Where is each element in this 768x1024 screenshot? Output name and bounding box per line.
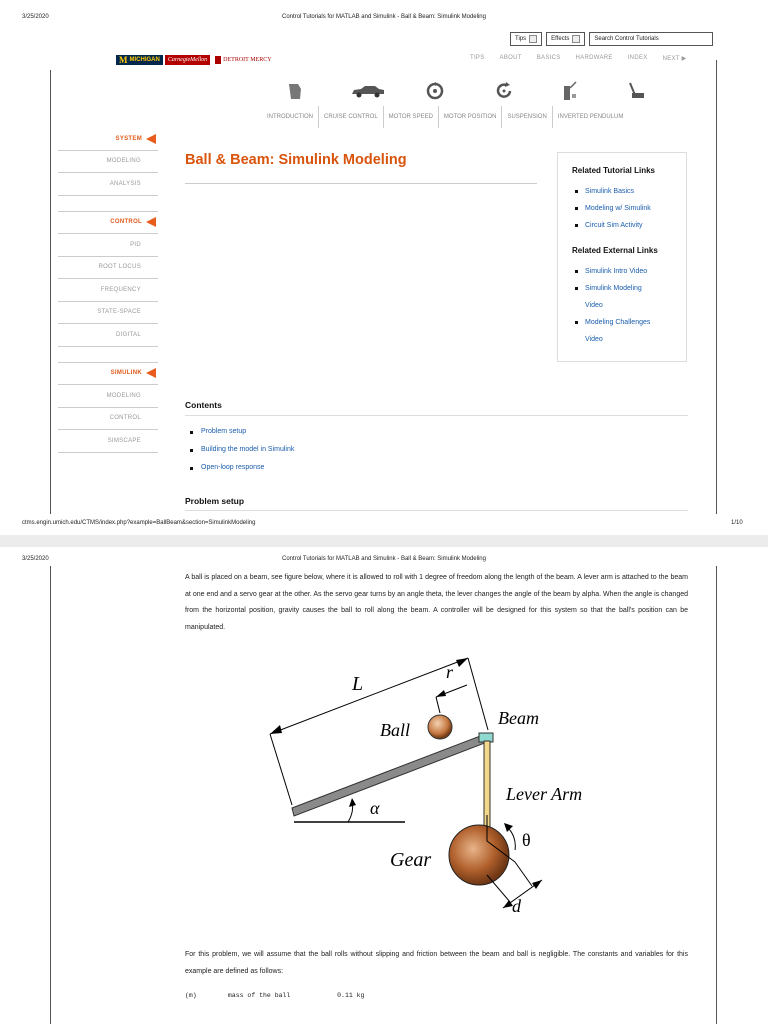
bullet-icon	[575, 190, 578, 193]
ball-shape	[428, 715, 452, 739]
label-alpha: α	[370, 798, 380, 818]
print-page-number: 1/10	[731, 520, 743, 526]
constant-symbol: (m)	[185, 992, 197, 999]
sidebar-item-frequency[interactable]: FREQUENCY	[58, 279, 158, 302]
search-placeholder: Search Control Tutorials	[594, 36, 659, 42]
sidebar-item-root-locus[interactable]: ROOT LOCUS	[58, 257, 158, 280]
label-L: L	[352, 673, 364, 695]
list-item[interactable]	[572, 183, 686, 200]
intro-paragraph: A ball is placed on a beam, see figure below, where it is allowed to roll with 1 degree of freedom along the length of the beam. A lever arm is attached to the beam at one end and a servo gear at the other. As the servo gear turns by an angle theta, the lever changes the angle of the beam by alpha. When the angle is changed from the horizontal position, gravity causes the ball to roll along the beam. A controller will be designed for this system so that the ball's position can be manipulated.	[185, 574, 688, 631]
sidebar-item-digital[interactable]: DIGITAL	[58, 324, 158, 347]
extension-line	[270, 734, 292, 805]
nav-hardware[interactable]: HARDWARE	[575, 55, 613, 61]
list-item[interactable]	[190, 441, 294, 459]
sidebar-head-simulink[interactable]	[58, 363, 158, 386]
bullet-icon	[575, 270, 578, 273]
cat-inverted-pendulum[interactable]: INVERTED PENDULUM	[557, 114, 624, 120]
frame-right-border	[716, 566, 717, 1024]
cmu-logo[interactable]: CarnegieMellon	[165, 55, 210, 65]
contents-divider	[185, 415, 688, 416]
list-item[interactable]	[572, 200, 686, 217]
frame-right-border	[716, 60, 717, 514]
arrow-head-icon	[270, 725, 282, 734]
sidebar-item-sim-control[interactable]: CONTROL	[58, 408, 158, 431]
page-break	[0, 535, 768, 547]
list-item[interactable]	[572, 280, 686, 314]
contents-heading: Contents	[185, 400, 222, 410]
toc-problem-setup[interactable]: Problem setup	[201, 428, 247, 435]
sidebar-divider	[58, 347, 158, 363]
related-link-circuit-sim[interactable]: Circuit Sim Activity	[585, 222, 643, 229]
gear-shape	[449, 825, 509, 885]
print-date: 3/25/2020	[22, 556, 49, 562]
arrow-head-icon	[349, 798, 356, 807]
print-url: ctms.engin.umich.edu/CTMS/index.php?example=BallBeam&section=SimulinkModeling	[22, 520, 256, 526]
list-item[interactable]	[572, 217, 686, 234]
toc-open-loop[interactable]: Open-loop response	[201, 464, 265, 471]
bullet-icon	[575, 224, 578, 227]
sidebar	[58, 128, 158, 453]
nav-index[interactable]: INDEX	[627, 55, 648, 61]
constant-description: mass of the ball	[227, 992, 291, 999]
constant-row	[185, 992, 364, 999]
title-divider	[185, 183, 537, 184]
constant-value: 0.11 kg	[337, 992, 365, 999]
related-external-heading: Related External Links	[572, 246, 658, 255]
list-item[interactable]	[572, 314, 686, 348]
motor-position-icon[interactable]	[484, 78, 524, 104]
udm-logo-text: DETROIT MERCY	[223, 57, 272, 63]
related-links-box	[557, 152, 687, 362]
sidebar-item-state-space[interactable]: STATE-SPACE	[58, 302, 158, 325]
related-link-modeling-simulink[interactable]: Modeling w/ Simulink	[585, 205, 651, 212]
ball-beam-diagram	[260, 640, 640, 945]
bullet-icon	[575, 321, 578, 324]
label-theta: θ	[522, 830, 531, 850]
suspension-icon[interactable]	[550, 78, 590, 104]
michigan-logo-text: MICHIGAN	[129, 57, 160, 63]
michigan-logo[interactable]	[116, 55, 163, 65]
extension-line	[515, 862, 532, 886]
category-nav	[262, 106, 628, 128]
bullet-icon	[575, 207, 578, 210]
problem-setup-heading: Problem setup	[185, 496, 245, 506]
effects-label: Effects	[551, 36, 570, 42]
related-tutorial-list	[572, 183, 686, 234]
external-link-intro-video[interactable]: Simulink Intro Video	[585, 268, 648, 275]
effects-checkbox[interactable]	[572, 35, 580, 43]
related-external-list	[572, 263, 686, 348]
sidebar-head-control-label: CONTROL	[110, 219, 142, 226]
nav-tips[interactable]: TIPS	[470, 55, 485, 61]
search-input[interactable]	[589, 32, 713, 46]
link-text: Simulink Modeling	[585, 285, 642, 292]
arrow-head-icon	[504, 823, 513, 832]
tips-label: Tips	[515, 36, 527, 42]
label-gear: Gear	[390, 849, 432, 871]
print-title: Control Tutorials for MATLAB and Simulink - Ball & Beam: Simulink Modeling	[282, 556, 486, 562]
udm-logo[interactable]	[212, 55, 274, 65]
sidebar-item-simscape[interactable]: SIMSCAPE	[58, 430, 158, 453]
label-r: r	[446, 662, 454, 682]
ball-beam-svg	[260, 640, 640, 940]
bullet-icon	[575, 287, 578, 290]
nav-next[interactable]: NEXT ▶	[662, 56, 687, 62]
sidebar-head-control[interactable]	[58, 212, 158, 235]
problem-setup-divider	[185, 510, 688, 511]
frame-left-border	[50, 566, 51, 1024]
assumption-paragraph: For this problem, we will assume that the ball rolls without slipping and friction between the beam and ball is negligible. The constants and variables for this example are defined as follows:	[185, 951, 688, 975]
sidebar-item-pid[interactable]: PID	[58, 234, 158, 257]
sidebar-divider	[58, 196, 158, 212]
arrow-head-icon	[456, 658, 468, 667]
toolbar	[510, 32, 713, 46]
bullet-icon	[190, 449, 193, 452]
label-beam: Beam	[498, 708, 539, 728]
top-nav	[470, 55, 687, 62]
arrow-left-icon	[146, 134, 156, 144]
cat-introduction[interactable]: INTRODUCTION	[262, 106, 319, 128]
external-link-modeling-video-line1	[585, 280, 671, 297]
cat-suspension[interactable]: SUSPENSION	[502, 106, 552, 128]
cat-motor-position[interactable]: MOTOR POSITION	[439, 106, 503, 128]
sidebar-head-simulink-label: SIMULINK	[110, 370, 142, 377]
list-item[interactable]	[572, 263, 686, 280]
university-logos	[116, 55, 275, 65]
link-text: Modeling Challenges	[585, 319, 651, 326]
arrow-left-icon	[146, 368, 156, 378]
external-link-challenges-video[interactable]	[585, 314, 671, 348]
extension-line	[436, 697, 440, 713]
print-date: 3/25/2020	[22, 14, 49, 20]
tips-checkbox[interactable]	[529, 35, 537, 43]
list-item[interactable]	[190, 423, 294, 441]
sidebar-head-system-label: SYSTEM	[115, 135, 142, 142]
inverted-pendulum-icon[interactable]	[615, 78, 655, 104]
introduction-icon[interactable]	[275, 78, 315, 104]
label-ball: Ball	[380, 720, 410, 740]
link-text-line2: Video	[585, 336, 603, 343]
arrow-head-icon	[532, 880, 542, 889]
udm-shield-icon	[215, 56, 221, 64]
arrow-left-icon	[146, 217, 156, 227]
effects-toggle[interactable]	[546, 32, 585, 46]
list-item[interactable]	[190, 459, 294, 477]
print-title: Control Tutorials for MATLAB and Simulink - Ball & Beam: Simulink Modeling	[282, 14, 486, 20]
link-text-line2: Video	[585, 302, 603, 309]
sidebar-head-system[interactable]	[58, 128, 158, 151]
sidebar-item-modeling[interactable]: MODELING	[58, 151, 158, 174]
sidebar-item-sim-modeling[interactable]: MODELING	[58, 385, 158, 408]
sidebar-item-analysis[interactable]: ANALYSIS	[58, 173, 158, 196]
related-tutorial-heading: Related Tutorial Links	[572, 166, 655, 175]
nav-basics[interactable]: BASICS	[536, 55, 561, 61]
arrow-head-icon	[436, 690, 446, 697]
related-link-simulink-basics[interactable]: Simulink Basics	[585, 188, 635, 195]
cruise-control-icon[interactable]	[348, 78, 388, 104]
extension-line	[468, 658, 488, 730]
contents-list	[190, 423, 294, 477]
frame-left-border	[50, 70, 51, 514]
michigan-logo-mark: M	[119, 55, 128, 65]
tips-toggle[interactable]	[510, 32, 542, 46]
label-lever-arm: Lever Arm	[506, 784, 583, 804]
page-title: Ball & Beam: Simulink Modeling	[185, 152, 407, 168]
cat-motor-speed[interactable]: MOTOR SPEED	[384, 106, 439, 128]
bullet-icon	[190, 467, 193, 470]
motor-speed-icon[interactable]	[415, 78, 455, 104]
bullet-icon	[190, 431, 193, 434]
nav-about[interactable]: ABOUT	[499, 55, 522, 61]
beam-shape	[292, 733, 490, 816]
external-link-modeling-video[interactable]	[585, 280, 671, 314]
extension-line	[487, 875, 510, 902]
toc-building-model[interactable]: Building the model in Simulink	[201, 446, 295, 453]
label-d: d	[512, 896, 521, 916]
cat-cruise-control[interactable]: CRUISE CONTROL	[319, 106, 384, 128]
